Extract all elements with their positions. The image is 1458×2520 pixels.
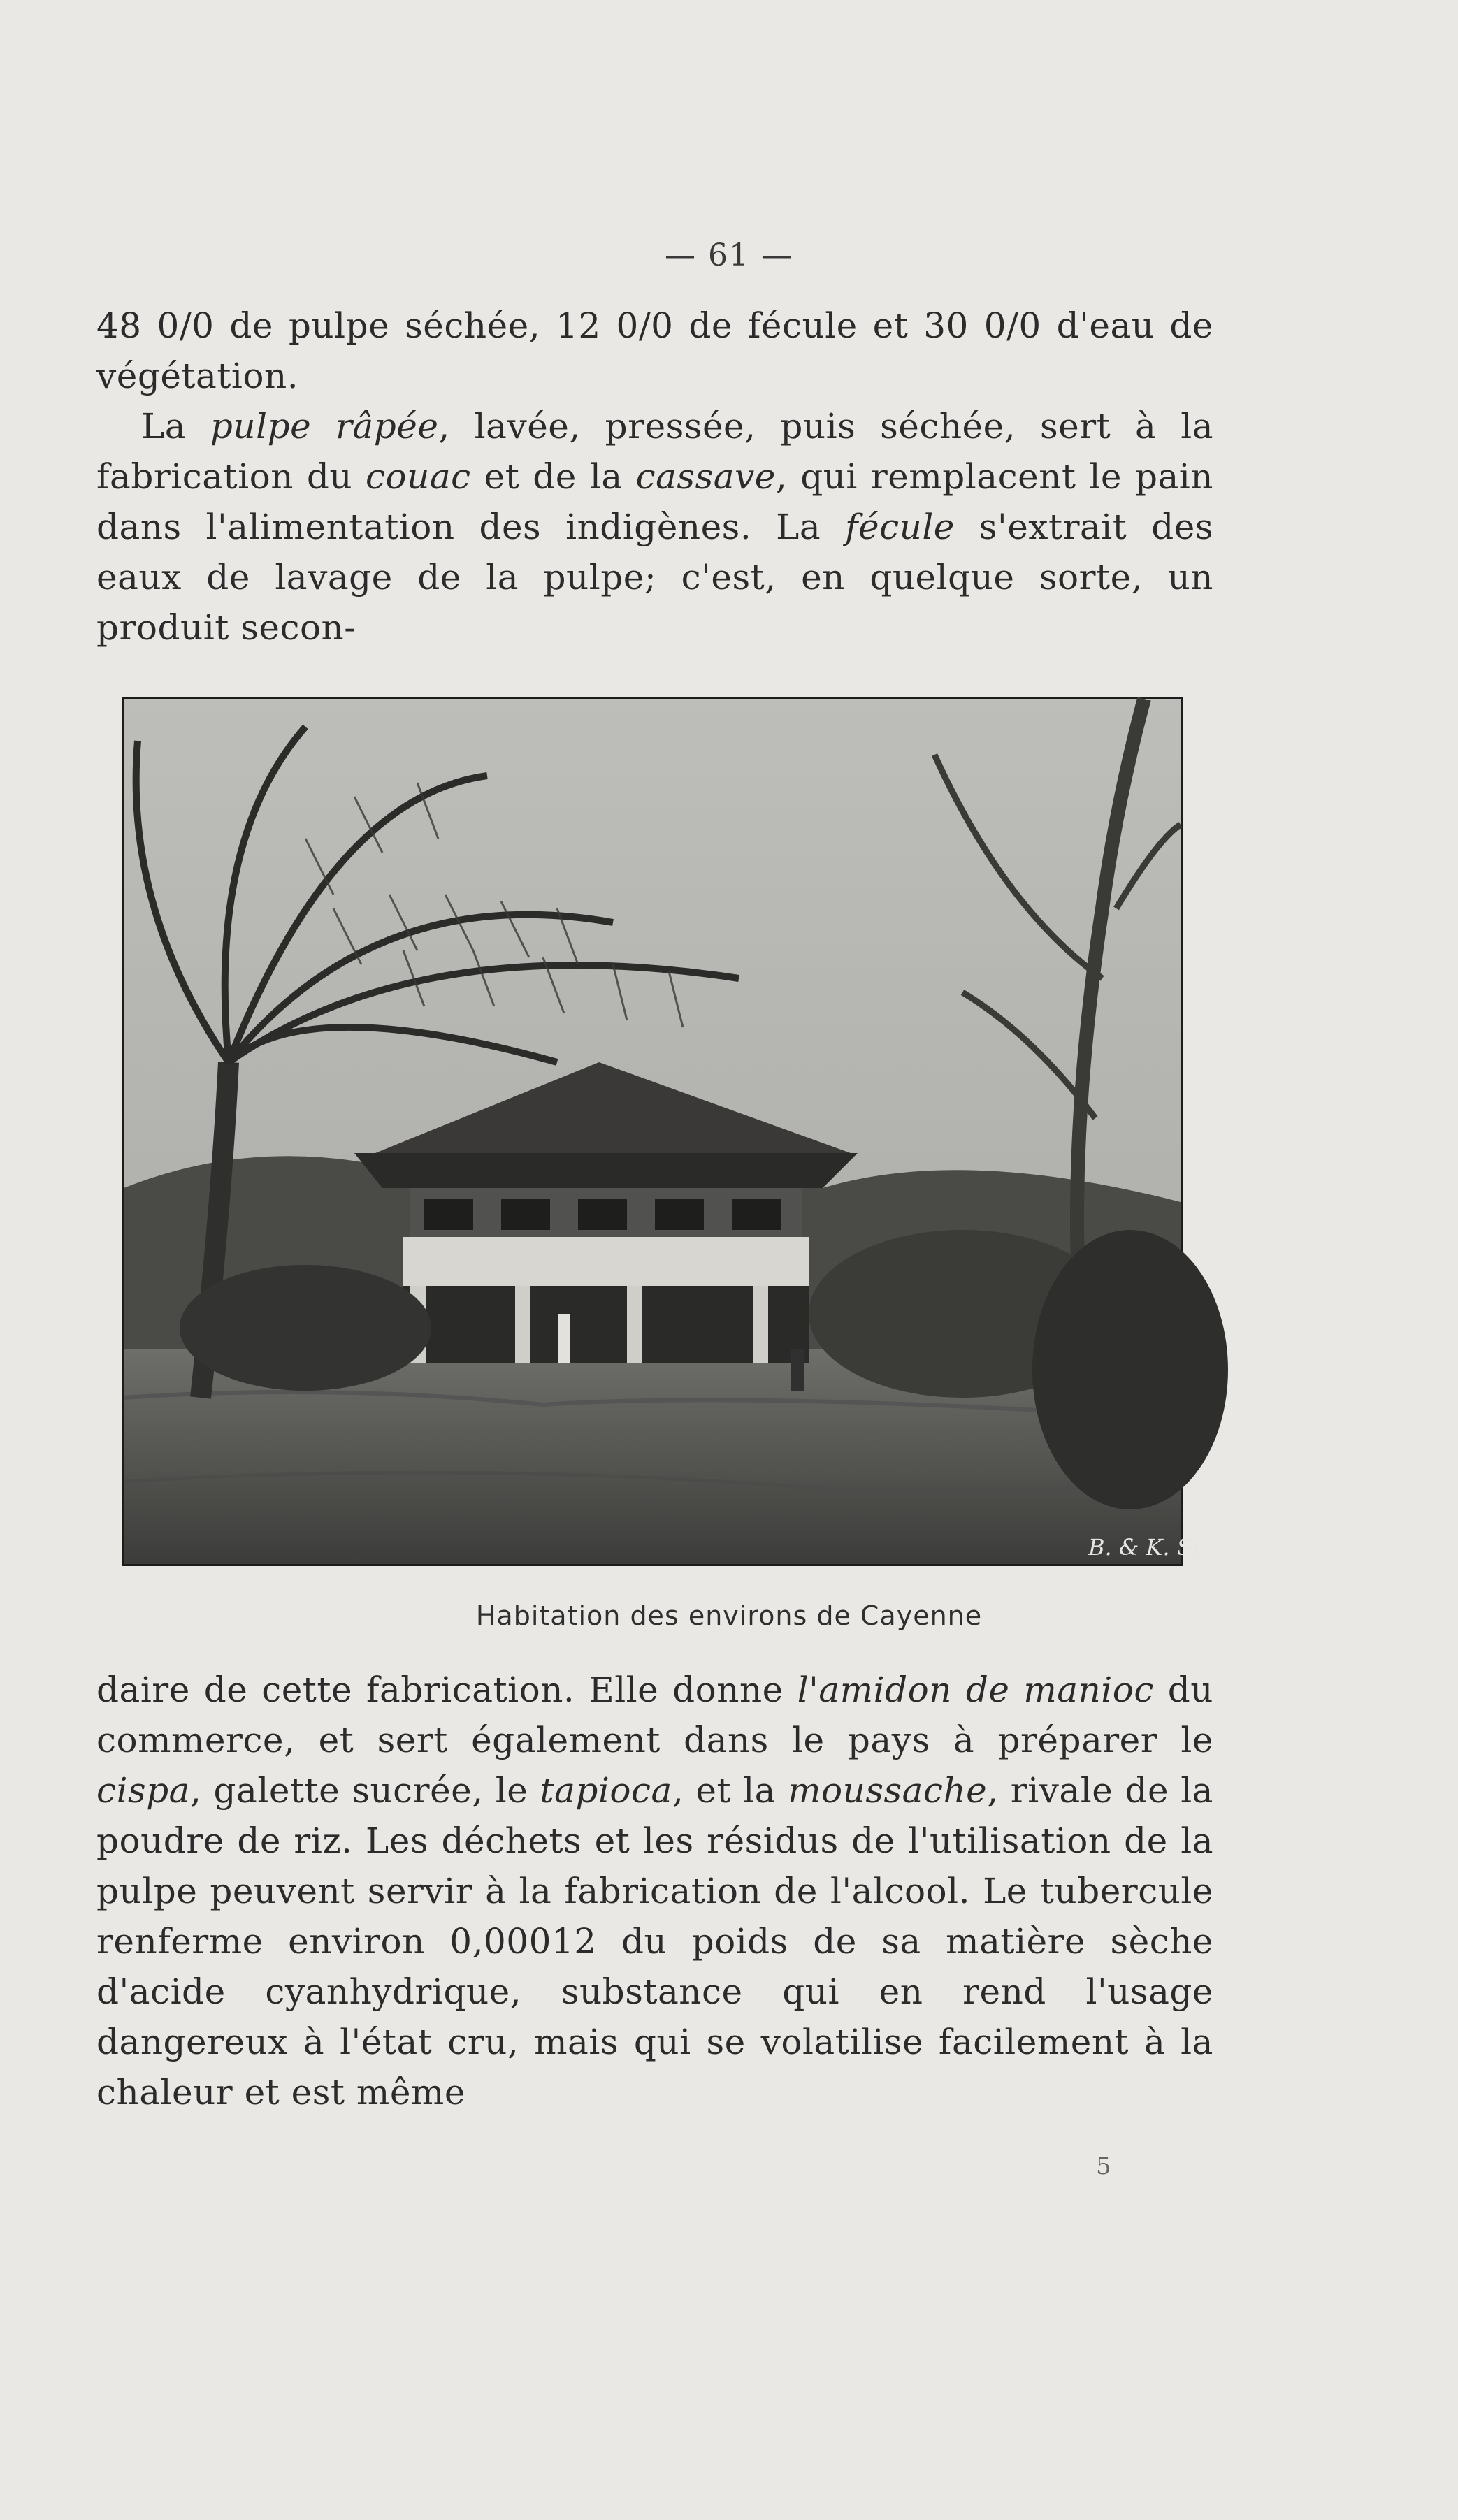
term-cassave: cassave [635, 456, 776, 497]
text-run: , lavée, pressée, puis séchée, sert à la fabrication du [96, 406, 1214, 497]
paragraph-1 [96, 300, 1213, 401]
text-run: , qui remplacent le pain dans l'alimentation des indigènes. La [96, 456, 1213, 547]
text-run: du commerce, et sert également dans le pays à préparer le [96, 1670, 1214, 1760]
photo-illustration [124, 699, 1212, 1564]
paragraph-block-bottom [96, 1665, 1213, 2117]
page-number: — 61 — [665, 238, 793, 273]
term-cispa: cispa [96, 1770, 190, 1811]
text-run: , et la [672, 1770, 788, 1811]
engraver-signature: B. & K. Sc. [1088, 1534, 1212, 1560]
text-run: s'extrait des eaux de lavage de la pulpe; c'est, en quelque sorte, un produit secon- [96, 507, 1214, 648]
text-run: et de la [470, 456, 636, 497]
text-run: 48 0/0 de pulpe séchée, 12 0/0 de fécule et 30 0/0 d'eau de végétation. [96, 305, 1213, 396]
term-pulpe-rapee: pulpe râpée [210, 406, 439, 447]
signature-mark: 5 [1096, 2152, 1111, 2180]
text-run: , galette sucrée, le [189, 1770, 540, 1811]
text-run: daire de cette fabrication. Elle donne [96, 1670, 797, 1710]
figure-caption: Habitation des environs de Cayenne [475, 1600, 983, 1631]
term-fecule: fécule [845, 507, 955, 547]
text-run: La [141, 406, 210, 447]
paragraph-block-top [96, 300, 1213, 653]
paragraph-3 [96, 1665, 1213, 2117]
paragraph-2 [96, 401, 1213, 653]
term-amidon: l'amidon de manioc [797, 1670, 1154, 1710]
photograph-habitation [122, 697, 1212, 1566]
term-couac: couac [366, 456, 471, 497]
text-run: , rivale de la poudre de riz. Les déchets et les résidus de l'utilisation de la pulpe peuvent servir à la fabrication de l'alcool. Le tubercule renferme environ 0,00012 du poids de sa matière sèche d'acide cyanhydrique, substance qui en rend l'usage dangereux à l'état cru, mais qui se volatilise facilement à la chaleur et est même [96, 1770, 1213, 2113]
term-moussache: moussache [788, 1770, 988, 1811]
term-tapioca: tapioca [540, 1770, 672, 1811]
